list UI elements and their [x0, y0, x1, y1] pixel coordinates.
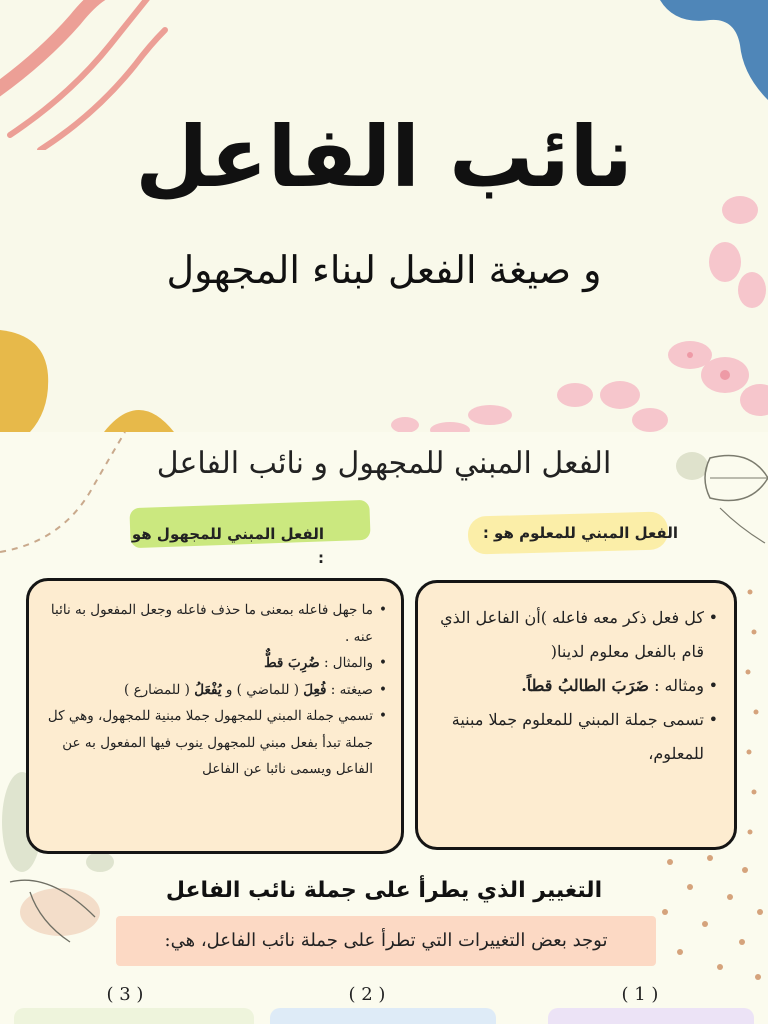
mustard-half-circle-decoration — [104, 398, 174, 432]
blue-blob-decoration — [655, 0, 768, 110]
cherry-blossom-decoration — [380, 180, 768, 432]
change-box-2 — [270, 1008, 496, 1024]
lesson-section — [0, 432, 768, 1024]
number-2: ( 2 ) — [348, 984, 386, 1005]
passive-example — [41, 650, 387, 677]
passive-form-suffix: ( للمضارع ) — [124, 681, 195, 698]
changes-title: التغيير الذي يطرأ على جملة نائب الفاعل — [165, 878, 603, 903]
passive-form — [41, 677, 387, 704]
passive-form-past: فُعِلَ — [303, 681, 327, 698]
known-example-sentence: ضَرَبَ الطالبُ قطاً. — [521, 676, 649, 695]
passive-example-prefix: والمثال : — [319, 655, 373, 671]
known-verb-label: الفعل المبني للمعلوم هو : — [482, 524, 678, 542]
passive-form-present: يُفْعَلُ — [194, 681, 222, 698]
passive-verb-card — [26, 578, 404, 854]
known-example-prefix: ومثاله : — [648, 676, 704, 695]
cover-subtitle: و صيغة الفعل لبناء المجهول — [166, 248, 602, 292]
mustard-blob-decoration — [0, 330, 60, 432]
known-definition: • كل فعل ذكر معه فاعله )أن الفاعل الذي قام بالفعل معلوم لدينا( — [432, 601, 718, 669]
section-title: الفعل المبني للمجهول و نائب الفاعل — [156, 446, 612, 481]
known-example — [432, 669, 718, 703]
number-3: ( 3 ) — [106, 984, 144, 1005]
number-1: ( 1 ) — [621, 984, 659, 1005]
change-box-3 — [14, 1008, 254, 1024]
passive-form-prefix: صيغته : — [326, 681, 373, 698]
passive-example-sentence: ضُرِبَ قطٌّ — [264, 655, 320, 671]
passive-form-mid: ( للماضي ) و — [221, 681, 304, 698]
passive-naming: • تسمي جملة المبني للمجهول جملا مبنية للمجهول، وهي كل جملة تبدأ بفعل مبني للمجهول ينوب فيها المفعول به عن الفاعل ويسمى نائبا عن الفاعل — [41, 703, 387, 783]
known-naming: • تسمى جملة المبني للمعلوم جملا مبنية للمعلوم، — [432, 703, 718, 771]
passive-verb-label: الفعل المبني للمجهول هو : — [131, 525, 324, 567]
changes-banner: توجد بعض التغييرات التي تطرأ على جملة نائب الفاعل، هي: — [116, 916, 656, 966]
known-verb-card — [415, 580, 737, 850]
known-verb-list — [418, 583, 734, 781]
cover-title: نائب الفاعل — [135, 108, 633, 206]
dots-decoration — [650, 852, 768, 1002]
cover-section — [0, 0, 768, 432]
change-box-1 — [548, 1008, 754, 1024]
passive-definition: • ما جهل فاعله بمعنى ما حذف فاعله وجعل المفعول به نائبا عنه . — [41, 597, 387, 650]
vertical-dots-decoration — [740, 582, 768, 842]
passive-verb-list — [29, 581, 401, 793]
